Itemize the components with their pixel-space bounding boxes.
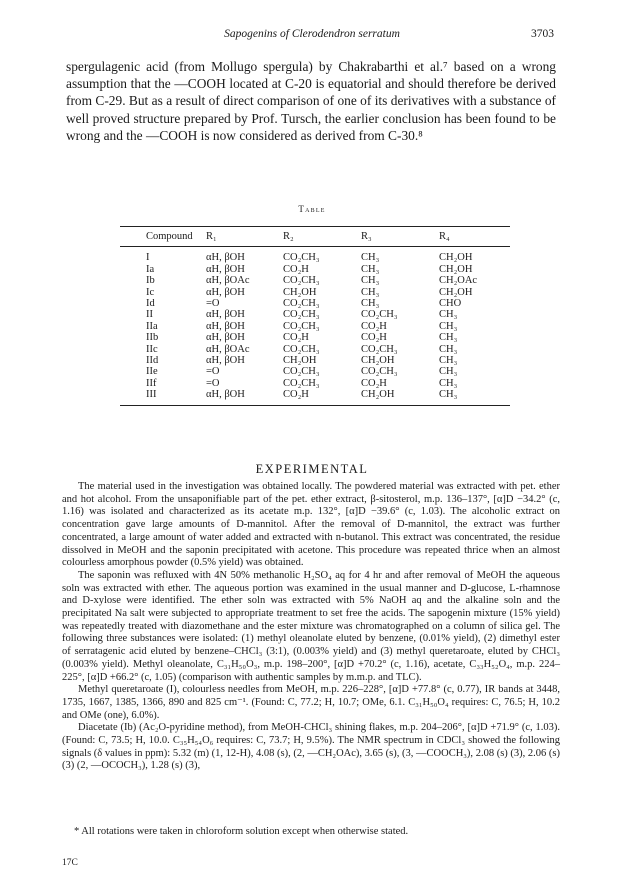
- footer-code: 17C: [62, 858, 78, 868]
- table-row: [120, 366, 510, 377]
- table-header-r1: R₁: [206, 227, 283, 247]
- table-cell: αH, βOH: [206, 309, 245, 321]
- table-cell: CO₂H: [361, 320, 387, 332]
- running-head: [70, 28, 554, 44]
- page-number: 3703: [531, 28, 554, 40]
- table-cell: αH, βOH: [206, 332, 245, 344]
- table-cell: CO₂H: [361, 332, 387, 344]
- table-cell: CO₂H: [361, 377, 387, 389]
- section-heading: EXPERIMENTAL: [255, 462, 369, 476]
- table-cell: αH, βOAc: [206, 343, 250, 355]
- table-cell: CO₂H: [283, 389, 361, 405]
- table-cell: CH₃: [439, 343, 458, 355]
- table-cell: CH₂OH: [361, 355, 395, 367]
- body-paragraph-4: Diacetate (Ib) (Ac₂O-pyridine method), from MeOH-CHCl₃ shining flakes, m.p. 204–206°, [α]D +71.9° (c, 1.03). (Found: C, 73.5; H, 10.0. C₃₅H₅₄O₆ requires: C, 73.7; H, 9.5%). The NMR spectrum in CDCl₃ showed the following signals (δ values in ppm): 5.32 (m) (1, 12-H), 4.08 (s), (2, —CH₂OAc), 3.65 (s), (3, —COOCH₃), 2.08 (s) (3), 2.06 (s) (3) (2, —OCOCH₃), 1.28 (s) (3),: [62, 722, 560, 772]
- table-header-compound: Compound: [120, 227, 206, 247]
- table-cell: CO₂CH₃: [283, 343, 320, 355]
- table-cell: IId: [146, 355, 159, 367]
- table-cell: CO₂CH₃: [283, 320, 320, 332]
- substituent-table: [120, 226, 510, 406]
- table-cell: αH, βOH: [206, 389, 283, 405]
- table-cell: IIb: [146, 332, 159, 344]
- body-paragraph-1: The material used in the investigation was obtained locally. The powdered material was extracted with pet. ether and hot alcohol. From the unsaponifiable part of the pet. ether extract, β-sitosterol, m.p. 136–137°, [α]D −34.2° (c, 1.16) was isolated and characterized as its acetate m.p. 132°, [α]D −39.6° (c, 1.03). The alcoholic extract on concentration gave large amounts of D-mannitol. After the removal of D-mannitol, the extract was further concentrated, a large amount of water added and extracted with n-butanol. This extract was concentrated, the residue dissolved in MeOH and the saponin precipitated with acetone. This procedure was repeated thrice when an almost colourless amorphous powder (0.5% yield) was obtained.: [62, 481, 560, 569]
- table-row: [120, 344, 510, 355]
- table-cell: IIe: [146, 366, 158, 378]
- footnote: * All rotations were taken in chloroform solution except when otherwise stated.: [74, 826, 409, 837]
- table-cell: CO₂CH₃: [283, 366, 320, 378]
- table-cell: CHO: [439, 298, 462, 310]
- table-cell: IIa: [146, 320, 158, 332]
- body-paragraph-3: Methyl queretaroate (I), colourless needles from MeOH, m.p. 226–228°, [α]D +77.8° (c, 0.77), IR bands at 3448, 1735, 1667, 1385, 1366, 890 and 825 cm⁻¹. (Found: C, 77.2; H, 10.7; OMe, 6.1. C₃₁H₅₀O₄ requires: C, 76.5; H, 10.2 and OMe (one), 6.0%).: [62, 684, 560, 721]
- table-row: [120, 378, 510, 389]
- intro-paragraph: spergulagenic acid (from Mollugo spergula) by Chakrabarthi et al.⁷ based on a wrong assumption that the —COOH located at C-20 is equatorial and should therefore be derived from C-29. But as a result of direct comparison of one of its derivatives with a substance of well proved structure prepared by Prof. Tursch, the earlier conclusion has been found to be wrong and the —COOH is now considered as derived from C-30.⁸: [66, 59, 556, 143]
- table-cell: CO₂CH₃: [361, 343, 398, 355]
- table-row: [120, 264, 510, 275]
- table-cell: CO₂CH₃: [283, 275, 320, 287]
- table-header-r3: R₃: [361, 227, 439, 247]
- table-cell: IIf: [146, 377, 157, 389]
- table-row: [120, 287, 510, 298]
- table-cell: αH, βOH: [206, 320, 245, 332]
- table-cell: Ib: [146, 275, 155, 287]
- table-cell: CH₃: [439, 355, 458, 367]
- table-cell: CH₃: [439, 320, 458, 332]
- table-cell: CH₃: [361, 286, 380, 298]
- table-cell: CH₂OH: [439, 252, 473, 264]
- table-header-r2: R₂: [283, 227, 361, 247]
- table-cell: CO₂CH₃: [283, 377, 320, 389]
- table-title: Table: [298, 204, 326, 214]
- table-cell: αH, βOH: [206, 252, 245, 264]
- table-cell: =O: [206, 366, 220, 378]
- experimental-body: [62, 481, 560, 773]
- table-cell: CO₂CH₃: [361, 309, 398, 321]
- table-header-r4: R₄: [439, 227, 510, 247]
- table-cell: CO₂CH₃: [283, 298, 320, 310]
- table-cell: III: [120, 389, 206, 405]
- table-cell: CH₂OH: [283, 355, 317, 367]
- table-row: [120, 332, 510, 343]
- table-cell: CH₂OH: [439, 286, 473, 298]
- table-cell: Ic: [146, 286, 155, 298]
- table-cell: IIc: [146, 343, 158, 355]
- table-cell: CO₂CH₃: [283, 252, 320, 264]
- table-row: [120, 298, 510, 309]
- table-cell: II: [146, 309, 153, 321]
- table-row: [120, 309, 510, 320]
- table-cell: αH, βOH: [206, 355, 245, 367]
- table-cell: =O: [206, 377, 220, 389]
- table-cell: CH₂OH: [283, 286, 317, 298]
- table-row: [120, 355, 510, 366]
- table-cell: CH₃: [439, 389, 510, 405]
- table-row: [120, 247, 510, 264]
- table-cell: CH₃: [439, 366, 458, 378]
- table-cell: Ia: [146, 263, 155, 275]
- table-cell: αH, βOH: [206, 263, 245, 275]
- running-head-title: Sapogenins of Clerodendron serratum: [224, 28, 400, 40]
- table-row: [120, 321, 510, 332]
- table-header-row: [120, 227, 510, 247]
- table-cell: CH₃: [361, 275, 380, 287]
- table-row: [120, 389, 510, 405]
- table-cell: αH, βOAc: [206, 275, 250, 287]
- table-cell: αH, βOH: [206, 286, 245, 298]
- table-cell: CO₂CH₃: [361, 366, 398, 378]
- table-row: [120, 275, 510, 286]
- table-cell: CH₂OH: [439, 263, 473, 275]
- table-cell: I: [146, 252, 150, 264]
- table-cell: CH₃: [361, 263, 380, 275]
- table-cell: CH₃: [439, 332, 458, 344]
- table-cell: CO₂H: [283, 263, 309, 275]
- table-cell: CO₂CH₃: [283, 309, 320, 321]
- table-cell: CH₂OAc: [439, 275, 478, 287]
- table-cell: CH₃: [361, 298, 380, 310]
- table-cell: =O: [206, 298, 220, 310]
- table-cell: Id: [146, 298, 155, 310]
- table-cell: CH₃: [439, 377, 458, 389]
- table-cell: CH₂OH: [361, 389, 439, 405]
- table-cell: CO₂H: [283, 332, 309, 344]
- body-paragraph-2: The saponin was refluxed with 4N 50% methanolic H₂SO₄ aq for 4 hr and after removal of MeOH the aqueous soln was extracted with ether. The aqueous portion was examined in the usual manner and D-glucose, L-rhamnose and D-xylose were identified. The ether soln was extracted with 5% NaOH aq and the alkaline soln and the precipitated Na salt were subjected to appropriate treatment to set free the acids. The sapogenin mixture (15% yield) was repeatedly treated with diazomethane and the ester mixture was chromatographed on a column of silica gel. The following three substances were isolated: (1) methyl oleanolate eluted by benzene, (0.01% yield), (2) dimethyl ester of serratagenic acid eluted by benzene–CHCl₃ (3:1), (0.003% yield) and (3) methyl queretaroate, eluted by CHCl₃ (0.003% yield). Methyl oleanolate, C₃₁H₅₀O₃, m.p. 198–200°, [α]D +70.2° (c, 1.16), acetate, C₃₃H₅₂O₄, m.p. 224–225°, [α]D +66.2° (c, 1.05) (comparison with authentic samples by m.m.p. and TLC).: [62, 569, 560, 683]
- table-cell: CH₃: [439, 309, 458, 321]
- table-cell: CH₃: [361, 252, 380, 264]
- table-body: [120, 247, 510, 405]
